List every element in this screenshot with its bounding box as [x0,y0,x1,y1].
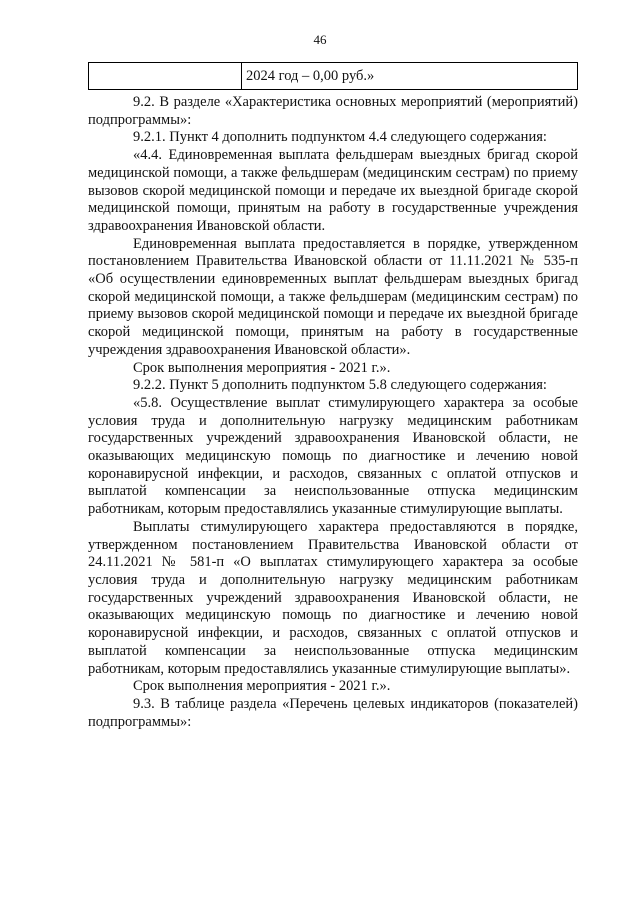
budget-table-last-row [88,62,578,90]
paragraph-deadline-1: Срок выполнения мероприятия - 2021 г.». [133,359,391,376]
paragraph-4-4: «4.4. Единовременная выплата фельдшерам выездных бригад скорой медицинской помощи, а также фельдшерам (медицинским сестрам) по приему вызовов скорой медицинской помощи и передаче их выездной бригаде скорой медицинской помощи, принятым на работу в государственные учреждения здравоохранения Ивановской области. [88,147,578,234]
paragraph-9-2-2: 9.2.2. Пункт 5 дополнить подпунктом 5.8 следующего содержания: [133,377,547,394]
paragraph-9-3: 9.3. В таблице раздела «Перечень целевых индикаторов (показателей) подпрограммы»: [88,695,578,730]
paragraph-5-8: «5.8. Осуществление выплат стимулирующего характера за особые условия труда и дополнительную нагрузку медицинским работникам государственных учреждений здравоохранения Ивановской области, не оказывающих медицинскую помощь по диагностике и лечению новой коронавирусной инфекции, и расходов, связанных с оплатой отпусков и выплатой компенсации за неиспользованные отпуска медицинским работникам, которым предоставлялись указанные стимулирующие выплаты. [88,394,578,518]
document-body [88,94,578,731]
table-column-divider [241,63,242,89]
table-cell-funding-2024: 2024 год – 0,00 руб.» [246,68,375,84]
paragraph-one-time-payment: Единовременная выплата предоставляется в порядке, утвержденном постановлением Правительства Ивановской области от 11.11.2021 № 535-п «Об осуществлении единовременных выплат фельдшерам выездных бригад скорой медицинской помощи, а также фельдшерам (медицинским сестрам) по приему вызовов скорой медицинской помощи и передаче их выездной бригаде скорой медицинской помощи, принятым на работу в государственные учреждения здравоохранения Ивановской области». [88,235,578,358]
paragraph-9-2-1: 9.2.1. Пункт 4 дополнить подпунктом 4.4 следующего содержания: [133,129,547,146]
paragraph-9-2: 9.2. В разделе «Характеристика основных мероприятий (мероприятий) подпрограммы»: [88,94,578,128]
page-number: 46 [313,32,327,47]
paragraph-deadline-2: Срок выполнения мероприятия - 2021 г.». [133,678,391,695]
paragraph-incentive-payments: Выплаты стимулирующего характера предоставляются в порядке, утвержденном постановлением Правительства Ивановской области от 24.11.2021 № 581-п «О выплатах стимулирующего характера за особые условия труда и дополнительную нагрузку медицинским работникам государственных учреждений здравоохранения Ивановской области, не оказывающих медицинскую помощь по диагностике и лечению новой коронавирусной инфекции, и расходов, связанных с оплатой отпусков и выплатой компенсации за неиспользованные отпуска медицинским работникам, которым предоставлялись указанные стимулирующие выплаты». [88,518,578,677]
